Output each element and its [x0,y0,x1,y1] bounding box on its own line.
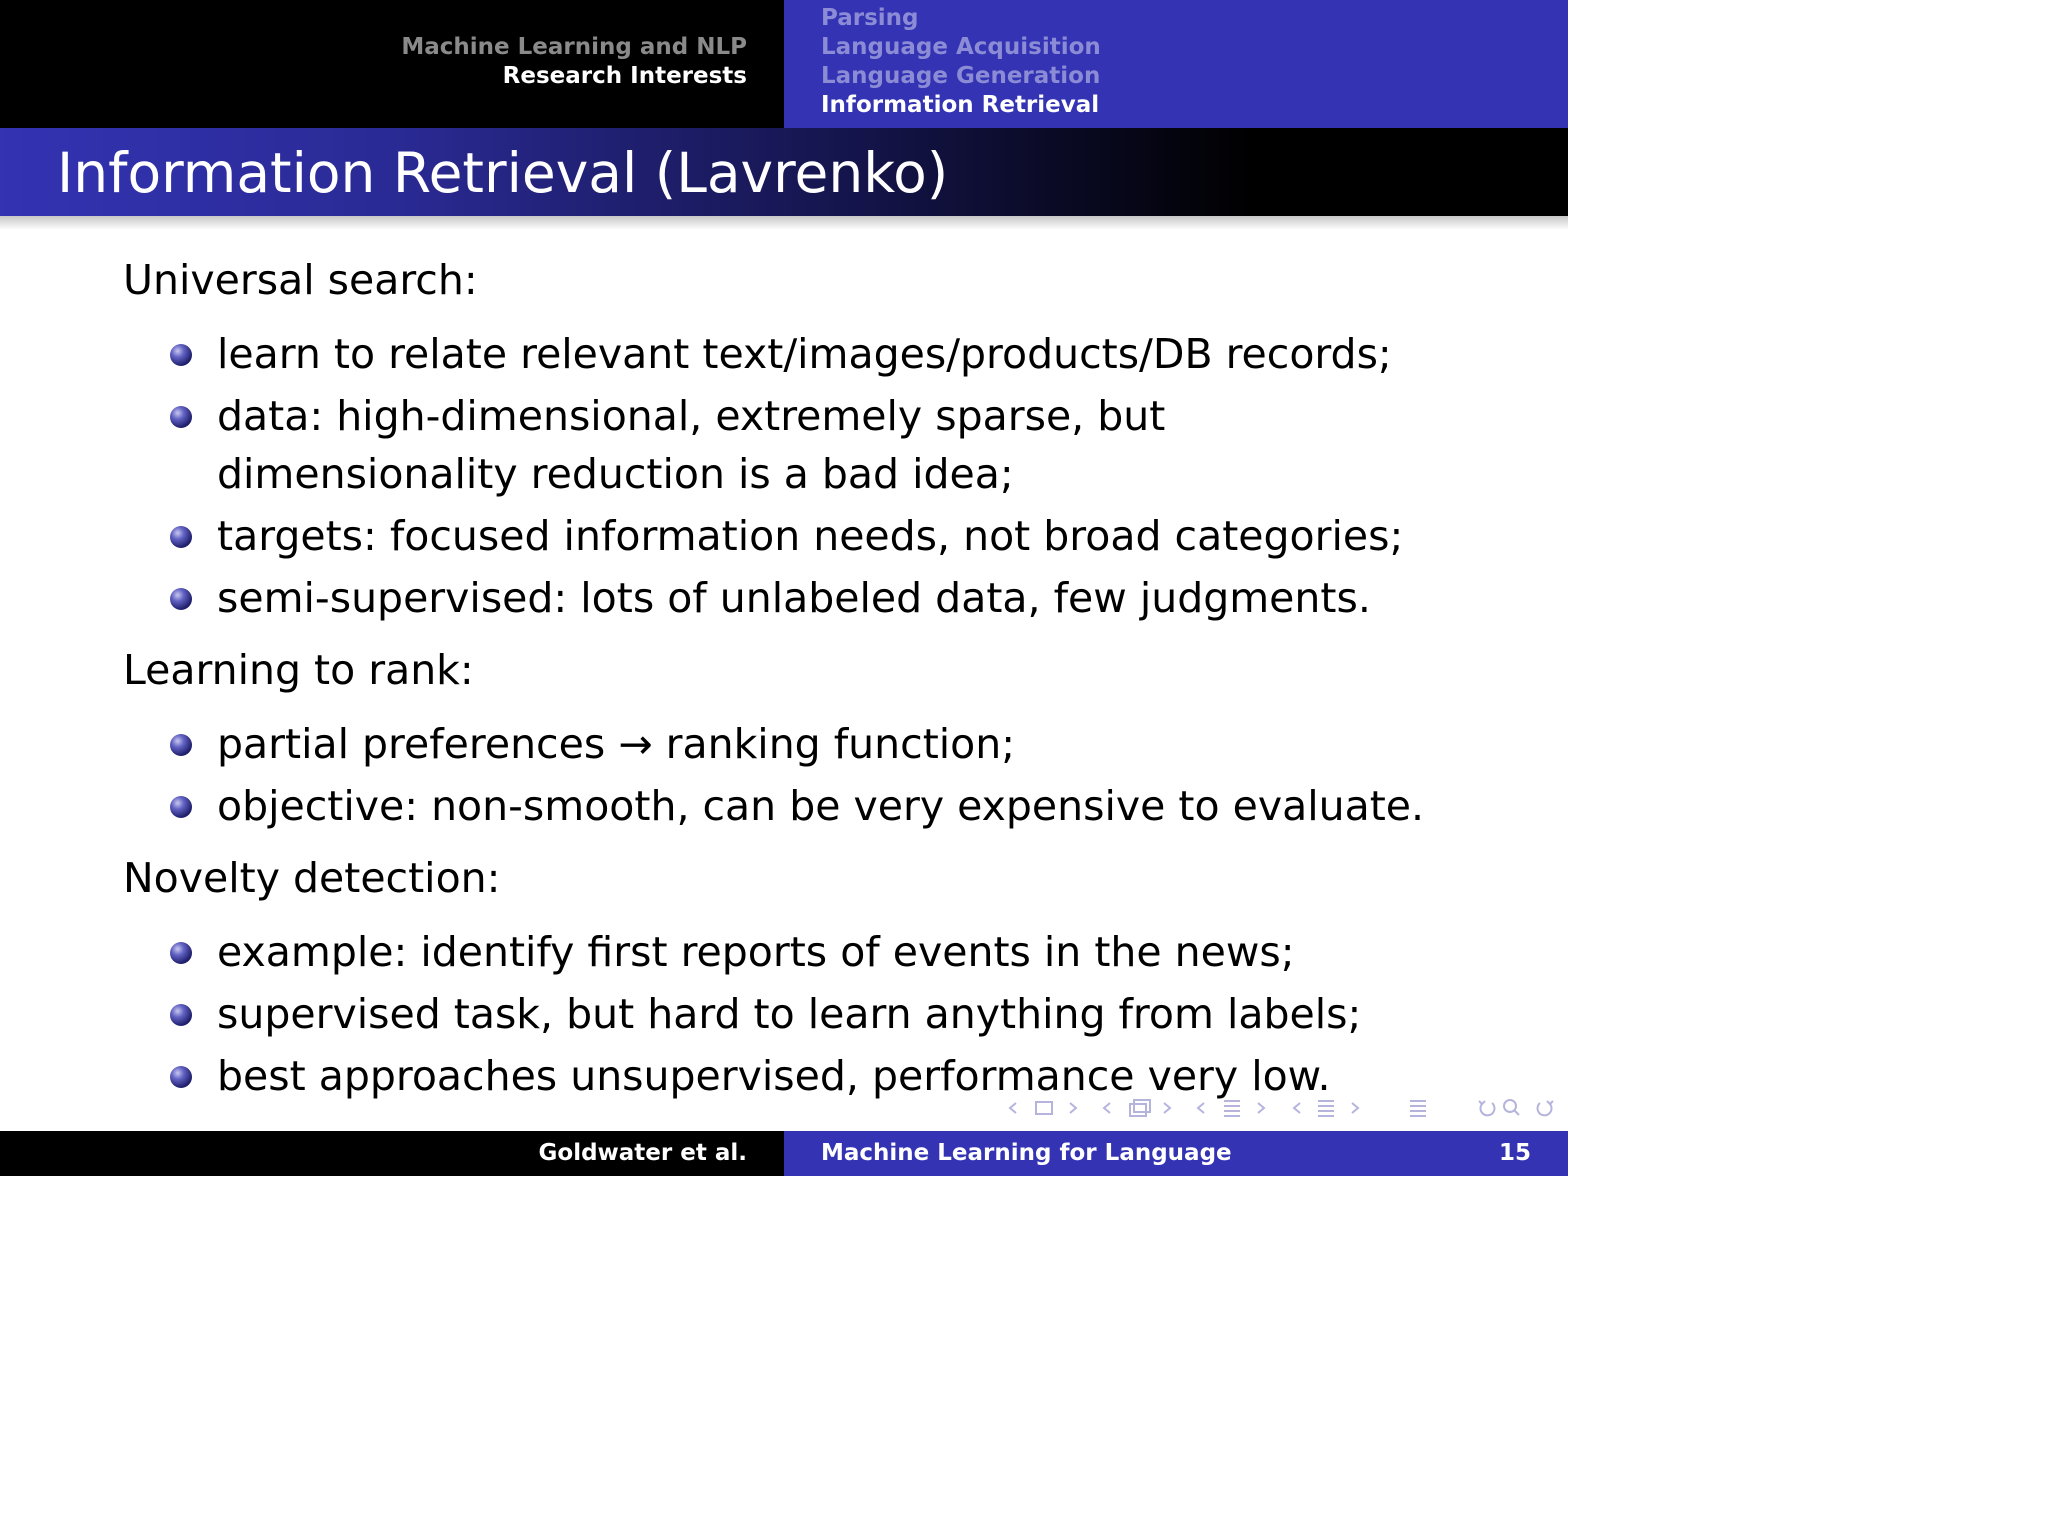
bullet-icon [170,526,192,548]
bullet-icon [170,734,192,756]
nav-doc-prev-icon[interactable] [1294,1103,1300,1113]
toc-item-parsing[interactable]: Parsing [821,5,919,31]
slide-header [0,0,1568,128]
footer-title-panel [784,1131,1568,1176]
list-item [170,325,1430,383]
bullet-text: data: high-dimensional, extremely sparse, but dimensionality reduction is a bad idea; [217,392,1166,498]
bullet-text: targets: focused information needs, not broad categories; [217,512,1404,560]
page-number: 15 [1498,1140,1531,1166]
title-bar [0,128,1568,216]
bullet-icon [170,344,192,366]
bullet-icon [170,942,192,964]
list-item [170,985,1430,1043]
nav-frame-next-icon[interactable] [1070,1103,1076,1113]
list-item [170,569,1430,627]
nav-doc-next-icon[interactable] [1352,1103,1358,1113]
title-shadow [0,216,1568,230]
nav-subsection-next-icon[interactable] [1164,1103,1170,1113]
header-toc-panel [784,0,1568,128]
nav-appendix-icon[interactable] [1410,1101,1426,1116]
bullet-text: learn to relate relevant text/images/products/DB records; [217,330,1392,378]
block-heading-novelty-detection: Novelty detection: [123,854,501,902]
nav-section-icon[interactable] [1224,1101,1240,1116]
bullet-text: best approaches unsupervised, performance very low. [217,1052,1331,1100]
header-section-title[interactable]: Machine Learning and NLP [401,34,747,60]
nav-search-icon[interactable] [1504,1100,1519,1115]
bullet-icon [170,406,192,428]
bullet-text: objective: non-smooth, can be very expensive to evaluate. [217,782,1425,830]
footer-author-panel [0,1131,784,1176]
bullet-icon [170,1004,192,1026]
list-item [170,923,1430,981]
bullet-text: semi-supervised: lots of unlabeled data, few judgments. [217,574,1371,622]
nav-symbols [1004,1094,1564,1122]
bullet-icon [170,588,192,610]
nav-forward-icon[interactable] [1538,1101,1553,1115]
nav-section-next-icon[interactable] [1258,1103,1264,1113]
header-subsection-title[interactable]: Research Interests [502,63,747,89]
nav-doc-icon[interactable] [1318,1101,1334,1116]
nav-section-prev-icon[interactable] [1198,1103,1204,1113]
footer-title: Machine Learning for Language [821,1140,1232,1166]
toc-item-language-generation[interactable]: Language Generation [821,63,1101,89]
nav-subsection-icon[interactable] [1130,1100,1150,1116]
nav-subsection-prev-icon[interactable] [1104,1103,1110,1113]
block-heading-universal-search: Universal search: [123,256,478,304]
list-item [170,387,1430,503]
nav-frame-prev-icon[interactable] [1010,1103,1016,1113]
bullet-icon [170,1066,192,1088]
bullet-text: partial preferences → ranking function; [217,720,1016,768]
list-item [170,507,1430,565]
toc-item-information-retrieval[interactable]: Information Retrieval [821,92,1100,118]
list-item [170,777,1430,835]
list-item [170,715,1430,773]
nav-back-icon[interactable] [1479,1101,1494,1115]
bullet-icon [170,796,192,818]
header-section-panel [0,0,784,128]
bullet-text: supervised task, but hard to learn anything from labels; [217,990,1362,1038]
slide-title: Information Retrieval (Lavrenko) [57,141,949,205]
footer-author: Goldwater et al. [538,1140,747,1166]
bullet-text: example: identify first reports of events in the news; [217,928,1295,976]
nav-frame-icon[interactable] [1036,1102,1052,1114]
block-heading-learning-to-rank: Learning to rank: [123,646,474,694]
toc-item-language-acquisition[interactable]: Language Acquisition [821,34,1101,60]
